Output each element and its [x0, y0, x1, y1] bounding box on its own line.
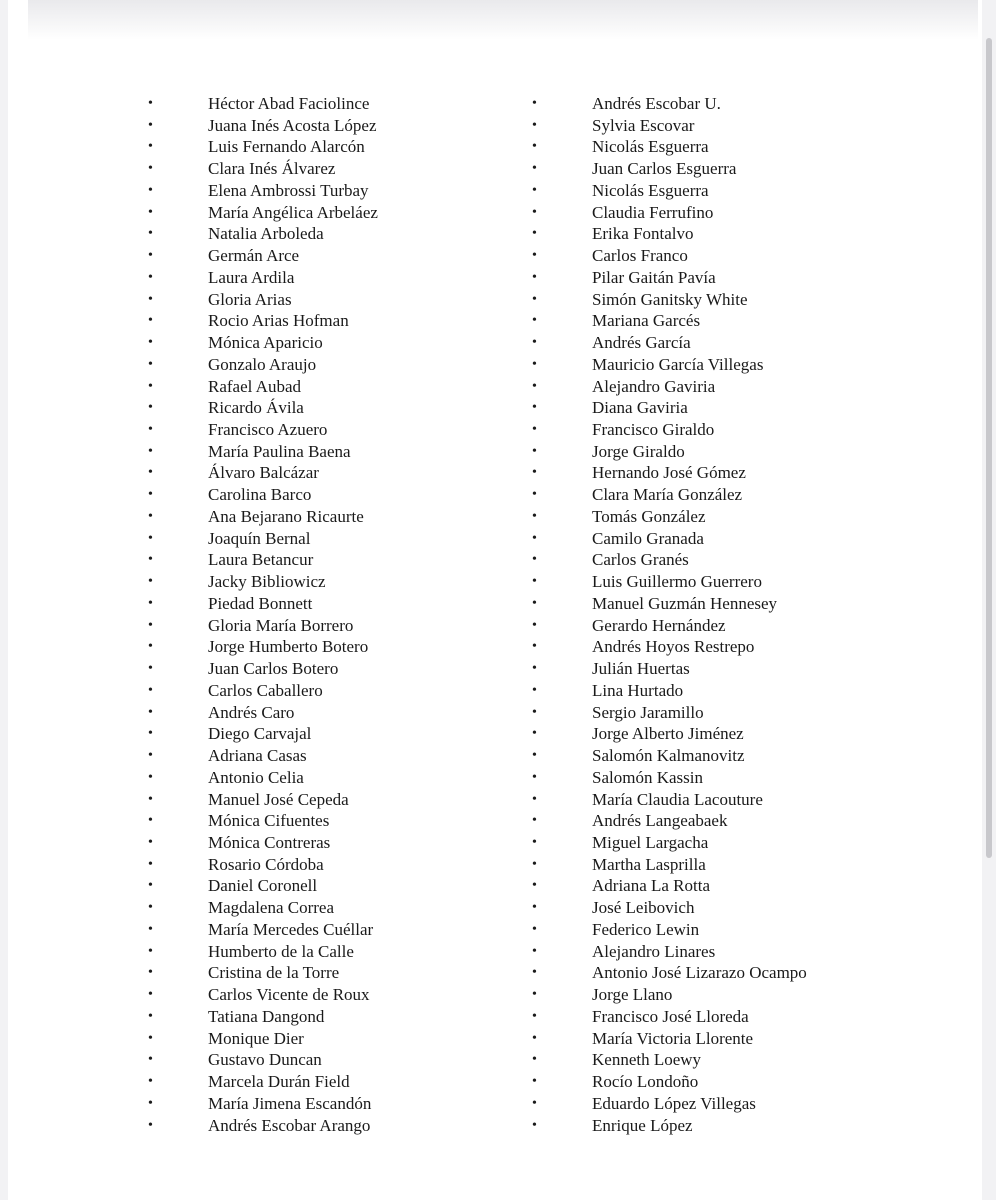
person-name: Juan Carlos Esguerra: [592, 159, 737, 179]
bullet-icon: •: [532, 356, 537, 372]
person-name: Andrés Escobar U.: [592, 94, 721, 113]
person-name: Sylvia Escovar: [592, 115, 695, 135]
person-name: Rosario Córdoba: [208, 854, 324, 874]
bullet-icon: •: [148, 269, 153, 285]
bullet-icon: •: [532, 226, 537, 242]
bullet-icon: •: [532, 1074, 537, 1090]
bullet-icon: •: [532, 443, 537, 459]
bullet-icon: •: [148, 161, 153, 177]
person-name: Magdalena Correa: [208, 898, 335, 918]
bullet-icon: •: [532, 1052, 537, 1068]
person-name: Sergio Jaramillo: [592, 702, 704, 722]
bullet-icon: •: [148, 182, 153, 198]
person-name: Tomás González: [592, 506, 706, 526]
bullet-icon: •: [532, 704, 537, 720]
bullet-icon: •: [148, 574, 153, 590]
person-name: Gustavo Duncan: [208, 1050, 322, 1070]
person-name: Daniel Coronell: [208, 876, 318, 896]
person-name: Alejandro Linares: [592, 941, 716, 961]
bullet-icon: •: [532, 378, 537, 394]
bullet-icon: •: [148, 530, 153, 546]
bullet-icon: •: [532, 552, 537, 568]
person-name: Joaquín Bernal: [208, 528, 311, 548]
person-name: Francisco Giraldo: [592, 420, 715, 440]
person-name: Erika Fontalvo: [592, 224, 694, 244]
person-name: Julián Huertas: [592, 659, 690, 679]
bullet-icon: •: [148, 552, 153, 568]
person-name: Mariana Garcés: [592, 311, 701, 331]
person-name: María Claudia Lacouture: [592, 789, 763, 809]
bullet-icon: •: [532, 139, 537, 155]
person-name: Mónica Aparicio: [208, 333, 323, 353]
bullet-icon: •: [532, 1008, 537, 1024]
bullet-icon: •: [148, 443, 153, 459]
bullet-icon: •: [148, 639, 153, 655]
person-name: Germán Arce: [208, 246, 300, 266]
bullet-icon: •: [148, 96, 153, 111]
bullet-icon: •: [532, 465, 537, 481]
bullet-icon: •: [148, 856, 153, 872]
bullet-icon: •: [532, 682, 537, 698]
bullet-icon: •: [148, 1095, 153, 1111]
person-name: Federico Lewin: [592, 919, 700, 939]
person-name: Ana Bejarano Ricaurte: [208, 506, 364, 526]
bullet-icon: •: [532, 291, 537, 307]
person-name: Carlos Franco: [592, 246, 688, 266]
bullet-icon: •: [532, 900, 537, 916]
bullet-icon: •: [148, 921, 153, 937]
person-name: Kenneth Loewy: [592, 1050, 702, 1070]
person-name: Gloria María Borrero: [208, 615, 354, 635]
person-name: Jorge Alberto Jiménez: [592, 724, 744, 744]
person-name: Piedad Bonnett: [208, 593, 313, 613]
bullet-icon: •: [148, 704, 153, 720]
bullet-icon: •: [148, 769, 153, 785]
person-name: Jorge Llano: [592, 985, 673, 1005]
bullet-icon: •: [148, 204, 153, 220]
bullet-icon: •: [532, 878, 537, 894]
bullet-icon: •: [148, 617, 153, 633]
person-name: Pilar Gaitán Pavía: [592, 267, 716, 287]
person-name: Clara Inés Álvarez: [208, 159, 336, 179]
person-name: Monique Dier: [208, 1028, 304, 1048]
bullet-icon: •: [148, 465, 153, 481]
bullet-icon: •: [148, 748, 153, 764]
person-name: Carlos Granés: [592, 550, 689, 570]
bullet-icon: •: [148, 400, 153, 416]
person-name: Carolina Barco: [208, 485, 312, 505]
person-name: Andrés Caro: [208, 702, 295, 722]
person-name: Mónica Cifuentes: [208, 811, 330, 831]
bullet-icon: •: [148, 291, 153, 307]
bullet-icon: •: [532, 161, 537, 177]
person-name: Mauricio García Villegas: [592, 354, 764, 374]
bullet-icon: •: [148, 226, 153, 242]
bullet-icon: •: [148, 943, 153, 959]
person-name: María Victoria Llorente: [592, 1028, 754, 1048]
person-name: Jorge Giraldo: [592, 441, 685, 461]
bullet-icon: •: [532, 791, 537, 807]
bullet-icon: •: [148, 139, 153, 155]
person-name: José Leibovich: [592, 898, 695, 918]
person-name: Elena Ambrossi Turbay: [208, 180, 369, 200]
person-name: Rocio Arias Hofman: [208, 311, 349, 331]
bullet-icon: •: [148, 335, 153, 351]
person-name: Nicolás Esguerra: [592, 137, 709, 157]
person-name: Andrés Escobar Arango: [208, 1115, 371, 1135]
person-name: Héctor Abad Faciolince: [208, 94, 370, 113]
bullet-icon: •: [148, 248, 153, 264]
bullet-icon: •: [148, 313, 153, 329]
person-name: Nicolás Esguerra: [592, 180, 709, 200]
bullet-icon: •: [148, 422, 153, 438]
bullet-icon: •: [532, 987, 537, 1003]
person-name: Martha Lasprilla: [592, 854, 706, 874]
bullet-icon: •: [148, 1117, 153, 1133]
person-name: Natalia Arboleda: [208, 224, 324, 244]
bullet-icon: •: [148, 813, 153, 829]
bullet-icon: •: [148, 965, 153, 981]
bullet-icon: •: [532, 661, 537, 677]
person-name: Laura Betancur: [208, 550, 314, 570]
bullet-icon: •: [532, 1117, 537, 1133]
bullet-icon: •: [148, 1030, 153, 1046]
person-name: Enrique López: [592, 1115, 693, 1135]
person-name: Adriana La Rotta: [592, 876, 711, 896]
bullet-icon: •: [148, 791, 153, 807]
bullet-icon: •: [532, 856, 537, 872]
person-name: Eduardo López Villegas: [592, 1093, 756, 1113]
person-name: Carlos Vicente de Roux: [208, 985, 370, 1005]
person-name: Diana Gaviria: [592, 398, 688, 418]
person-name: Andrés García: [592, 333, 691, 353]
bullet-icon: •: [532, 335, 537, 351]
person-name: Andrés Hoyos Restrepo: [592, 637, 755, 657]
bullet-icon: •: [532, 748, 537, 764]
person-name: Jacky Bibliowicz: [208, 572, 326, 592]
person-name: Clara María González: [592, 485, 743, 505]
bullet-icon: •: [532, 508, 537, 524]
person-name: Carlos Caballero: [208, 680, 323, 700]
person-name: Manuel José Cepeda: [208, 789, 349, 809]
person-name: Mónica Contreras: [208, 832, 331, 852]
bullet-icon: •: [148, 834, 153, 850]
bullet-icon: •: [148, 661, 153, 677]
person-name: Luis Fernando Alarcón: [208, 137, 365, 157]
person-name: Adriana Casas: [208, 746, 307, 766]
bullet-icon: •: [148, 356, 153, 372]
bullet-icon: •: [532, 313, 537, 329]
person-name: Tatiana Dangond: [208, 1006, 325, 1026]
person-name: Juan Carlos Botero: [208, 659, 339, 679]
person-name: Lina Hurtado: [592, 680, 684, 700]
bullet-icon: •: [532, 248, 537, 264]
bullet-icon: •: [532, 269, 537, 285]
bullet-icon: •: [532, 574, 537, 590]
person-name: María Mercedes Cuéllar: [208, 919, 374, 939]
bullet-icon: •: [148, 900, 153, 916]
person-name: Gloria Arias: [208, 289, 292, 309]
person-name: Simón Ganitsky White: [592, 289, 748, 309]
person-name: Salomón Kassin: [592, 767, 703, 787]
person-name: Diego Carvajal: [208, 724, 312, 744]
person-name: Humberto de la Calle: [208, 941, 354, 961]
person-name: Claudia Ferrufino: [592, 202, 714, 222]
person-name: María Jimena Escandón: [208, 1093, 372, 1113]
bullet-icon: •: [148, 1074, 153, 1090]
document-page: [8, 0, 982, 1200]
bullet-icon: •: [532, 117, 537, 133]
bullet-icon: •: [532, 182, 537, 198]
person-name: Jorge Humberto Botero: [208, 637, 369, 657]
person-name: Salomón Kalmanovitz: [592, 746, 745, 766]
person-name: Ricardo Ávila: [208, 398, 304, 418]
bullet-icon: •: [532, 617, 537, 633]
person-name: Camilo Granada: [592, 528, 704, 548]
bullet-icon: •: [532, 1030, 537, 1046]
bullet-icon: •: [532, 965, 537, 981]
person-name: Antonio Celia: [208, 767, 304, 787]
bullet-icon: •: [148, 682, 153, 698]
person-name: Francisco Azuero: [208, 420, 328, 440]
person-name: Hernando José Gómez: [592, 463, 746, 483]
person-name: María Paulina Baena: [208, 441, 351, 461]
bullet-icon: •: [532, 921, 537, 937]
bullet-icon: •: [148, 987, 153, 1003]
page-top-shadow: [28, 0, 978, 40]
bullet-icon: •: [148, 378, 153, 394]
bullet-icon: •: [532, 834, 537, 850]
bullet-icon: •: [532, 813, 537, 829]
bullet-icon: •: [532, 204, 537, 220]
person-name: Alejandro Gaviria: [592, 376, 716, 396]
bullet-icon: •: [148, 117, 153, 133]
person-name: Juana Inés Acosta López: [208, 115, 377, 135]
bullet-icon: •: [532, 487, 537, 503]
bullet-icon: •: [148, 1052, 153, 1068]
person-name: Andrés Langeabaek: [592, 811, 728, 831]
bullet-icon: •: [532, 530, 537, 546]
bullet-icon: •: [532, 400, 537, 416]
bullet-icon: •: [148, 595, 153, 611]
person-name: Antonio José Lizarazo Ocampo: [592, 963, 807, 983]
vertical-scrollbar[interactable]: [986, 38, 992, 858]
bullet-icon: •: [532, 96, 537, 111]
person-name: Manuel Guzmán Hennesey: [592, 593, 778, 613]
bullet-icon: •: [148, 487, 153, 503]
bullet-icon: •: [532, 1095, 537, 1111]
person-name: Miguel Largacha: [592, 832, 709, 852]
person-name: Luis Guillermo Guerrero: [592, 572, 762, 592]
person-name: Rafael Aubad: [208, 376, 301, 396]
person-name: Gonzalo Araujo: [208, 354, 317, 374]
bullet-icon: •: [532, 726, 537, 742]
person-name: Laura Ardila: [208, 267, 295, 287]
bullet-icon: •: [532, 595, 537, 611]
bullet-icon: •: [532, 769, 537, 785]
person-name: María Angélica Arbeláez: [208, 202, 378, 222]
person-name: Rocío Londoño: [592, 1072, 699, 1092]
bullet-icon: •: [532, 639, 537, 655]
bullet-icon: •: [532, 943, 537, 959]
person-name: Álvaro Balcázar: [208, 463, 319, 483]
bullet-icon: •: [148, 1008, 153, 1024]
person-name: Gerardo Hernández: [592, 615, 726, 635]
person-name: Francisco José Lloreda: [592, 1006, 749, 1026]
person-name: Marcela Durán Field: [208, 1072, 350, 1092]
bullet-icon: •: [148, 726, 153, 742]
bullet-icon: •: [148, 508, 153, 524]
person-name: Cristina de la Torre: [208, 963, 340, 983]
bullet-icon: •: [148, 878, 153, 894]
bullet-icon: •: [532, 422, 537, 438]
